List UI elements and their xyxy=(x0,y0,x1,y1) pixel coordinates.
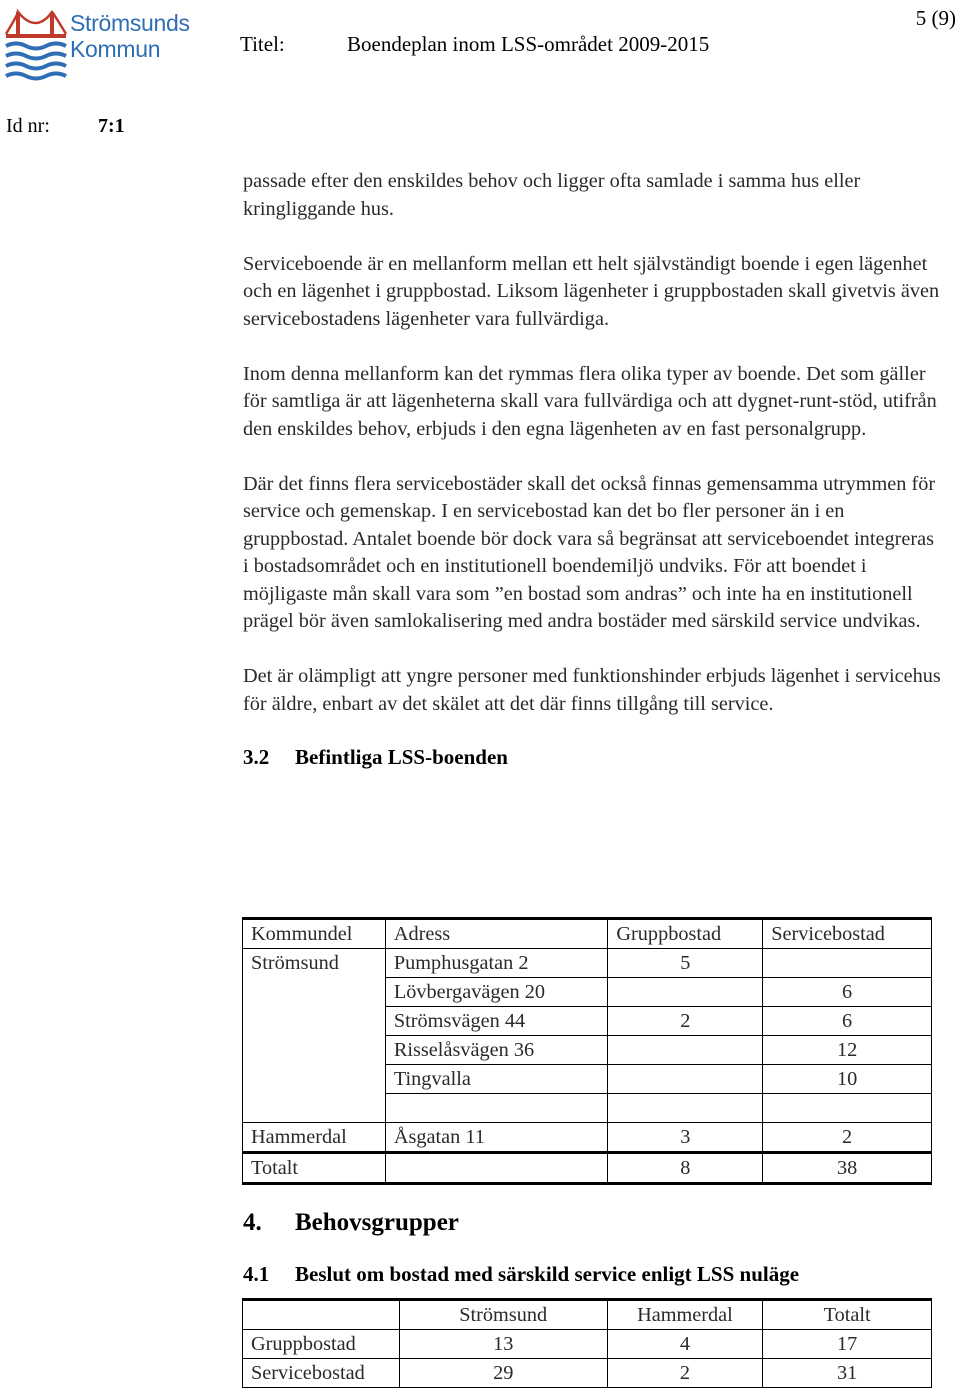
section-number: 4. xyxy=(243,1209,262,1236)
table-cell: 6 xyxy=(763,978,932,1007)
section-title: Behovsgrupper xyxy=(295,1209,459,1236)
table-cell: 2 xyxy=(608,1007,763,1036)
table-total-row xyxy=(243,1153,932,1184)
id-label: Id nr: xyxy=(6,115,50,137)
table-row xyxy=(243,1330,932,1359)
column-header: Adress xyxy=(385,919,608,949)
table-cell xyxy=(243,1036,386,1065)
logo-line-2: Kommun xyxy=(70,36,161,62)
paragraph: Det är olämpligt att yngre personer med funktionshinder erbjuds lägenhet i servicehus för äldre, enbart av det skälet att det där finns tillgång till service. xyxy=(243,665,941,715)
table-cell: 5 xyxy=(608,949,763,978)
table-cell xyxy=(763,1094,932,1123)
lss-housing-table xyxy=(242,917,932,1185)
column-header: Servicebostad xyxy=(763,919,932,949)
paragraph: Inom denna mellanform kan det rymmas flera olika typer av boende. Det som gäller för samtliga är att lägenheterna skall vara fullvärdiga och att dygnet-runt-stöd, utifrån den enskildes behov, erbjuds i den egna lägenheten av en fast personalgrupp. xyxy=(243,362,937,440)
table-cell xyxy=(608,1036,763,1065)
table-cell: 10 xyxy=(763,1065,932,1094)
logo-line-1: Strömsunds xyxy=(70,10,190,36)
document-title: Boendeplan inom LSS-området 2009-2015 xyxy=(347,32,710,56)
table-cell xyxy=(763,949,932,978)
table-cell: 2 xyxy=(763,1123,932,1153)
table-cell: Hammerdal xyxy=(243,1123,386,1153)
section-number: 4.1 xyxy=(243,1262,270,1286)
column-header: Gruppbostad xyxy=(608,919,763,949)
table-cell: Pumphusgatan 2 xyxy=(385,949,608,978)
table-cell xyxy=(608,1065,763,1094)
table-row xyxy=(243,1065,932,1094)
table-cell xyxy=(243,1065,386,1094)
section-number: 3.2 xyxy=(243,745,270,769)
table-cell: Gruppbostad xyxy=(243,1330,400,1359)
table-cell: 38 xyxy=(763,1153,932,1184)
id-number: 7:1 xyxy=(98,115,125,137)
column-header: Kommundel xyxy=(243,919,386,949)
table-cell xyxy=(385,1153,608,1184)
table-cell: 4 xyxy=(607,1330,763,1359)
table-cell: 13 xyxy=(399,1330,607,1359)
table-cell: Lövbergavägen 20 xyxy=(385,978,608,1007)
table-cell: Risselåsvägen 36 xyxy=(385,1036,608,1065)
section-title: Beslut om bostad med särskild service enligt LSS nuläge xyxy=(295,1262,800,1286)
table-cell xyxy=(243,978,386,1007)
column-header: Totalt xyxy=(763,1300,932,1330)
table-cell: Strömsund xyxy=(243,949,386,978)
paragraph: Serviceboende är en mellanform mellan ett helt självständigt boende i egen lägenhet och en lägenhet i gruppbostad. Liksom lägenheter i gruppbostaden skall givetvis även servicebostadens lägenheter vara fullvärdiga. xyxy=(243,252,940,330)
table-cell: Totalt xyxy=(243,1153,386,1184)
table-cell: 6 xyxy=(763,1007,932,1036)
title-label: Titel: xyxy=(240,32,285,56)
paragraph: passade efter den enskildes behov och ligger ofta samlade i samma hus eller kringliggande hus. xyxy=(243,170,861,220)
lss-decisions-table xyxy=(242,1298,932,1388)
table-cell: 12 xyxy=(763,1036,932,1065)
column-header xyxy=(243,1300,400,1330)
table-cell: 29 xyxy=(399,1359,607,1388)
table-cell: Åsgatan 11 xyxy=(385,1123,608,1153)
strömsunds-kommun-logo xyxy=(4,6,194,86)
table-cell: 17 xyxy=(763,1330,932,1359)
section-heading-3-2 xyxy=(243,743,943,771)
table-cell: 2 xyxy=(607,1359,763,1388)
table-row xyxy=(243,978,932,1007)
table-row xyxy=(243,1123,932,1153)
page-number: 5 (9) xyxy=(915,6,956,30)
section-title: Befintliga LSS-boenden xyxy=(295,745,508,769)
table-header-row xyxy=(243,1300,932,1330)
table-cell: 8 xyxy=(608,1153,763,1184)
table-cell: Strömsvägen 44 xyxy=(385,1007,608,1036)
table-cell xyxy=(385,1094,608,1123)
logo-text xyxy=(70,10,190,62)
table-row xyxy=(243,1359,932,1388)
section-heading-4 xyxy=(243,1208,459,1238)
table-cell: Tingvalla xyxy=(385,1065,608,1094)
section-heading-4-1 xyxy=(243,1260,799,1288)
table-row xyxy=(243,1007,932,1036)
column-header: Hammerdal xyxy=(607,1300,763,1330)
table-cell xyxy=(608,978,763,1007)
table-row xyxy=(243,1094,932,1123)
bridge-over-water-logo-icon xyxy=(4,6,68,86)
table-cell xyxy=(243,1007,386,1036)
column-header: Strömsund xyxy=(399,1300,607,1330)
table-cell: 3 xyxy=(608,1123,763,1153)
table-cell xyxy=(243,1094,386,1123)
table-row xyxy=(243,1036,932,1065)
table-cell: Servicebostad xyxy=(243,1359,400,1388)
table-cell: 31 xyxy=(763,1359,932,1388)
document-body xyxy=(243,168,943,771)
table-cell xyxy=(608,1094,763,1123)
table-row xyxy=(243,949,932,978)
table-header-row xyxy=(243,919,932,949)
paragraph: Där det finns flera servicebostäder skall det också finnas gemensamma utrymmen för service och gemenskap. I en servicebostad kan det bo fler personer än i en gruppbostad. Antalet boende bör dock vara så begränsat att serviceboendet integreras i bostadsområdet och en institutionell boendemiljö undviks. För att boendet i möjligaste mån skall vara som ”en bostad som andras” och inte ha en institutionell prägel bör även samlokalisering med andra bostäder med särskild service undvikas. xyxy=(243,472,936,632)
